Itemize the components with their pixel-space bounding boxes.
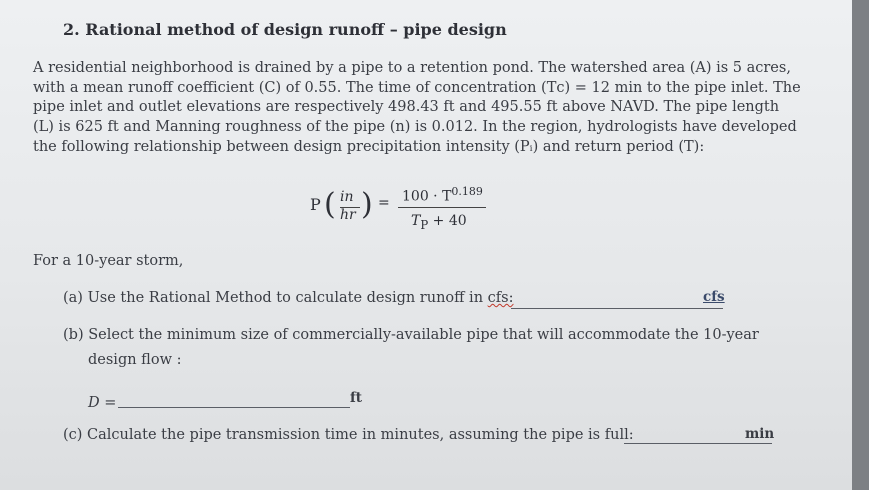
question-a [63, 290, 513, 306]
answer-a-blank[interactable] [511, 308, 723, 309]
formula-equals: = [378, 195, 390, 211]
question-b-line1: (b) Select the minimum size of commercially-available pipe that will accommodate the 10-year [63, 327, 759, 343]
answer-b-blank[interactable] [118, 407, 350, 408]
problem-statement [33, 59, 801, 158]
statement-line: the following relationship between design precipitation intensity (Pᵢ) and return period (T): [33, 138, 705, 155]
formula-fraction-bar [398, 207, 486, 208]
statement-line: (L) is 625 ft and Manning roughness of the pipe (n) is 0.012. In the region, hydrologists have developed [33, 119, 797, 136]
formula-open-paren: ( [324, 187, 336, 222]
question-a-text: (a) Use the Rational Method to calculate design runoff in [63, 290, 488, 306]
formula-denominator [411, 213, 467, 232]
answer-a-unit: cfs [703, 289, 725, 305]
question-c: (c) Calculate the pipe transmission time in minutes, assuming the pipe is full: [63, 427, 634, 443]
answer-b-unit: ft [350, 390, 363, 406]
question-a-tail: cfs: [487, 290, 514, 306]
formula-exponent: 0.189 [451, 185, 483, 198]
problem-heading: 2. Rational method of design runoff – pipe design [63, 20, 507, 39]
formula-close-paren: ) [361, 187, 373, 222]
storm-intro: For a 10-year storm, [33, 253, 184, 269]
answer-b-label: D = [88, 395, 117, 411]
statement-line: with a mean runoff coefficient (C) of 0.55. The time of concentration (Tс) = 12 min to the pipe inlet. The [33, 79, 801, 96]
formula-unit-numerator: in [340, 189, 354, 205]
formula-lhs: P [310, 195, 321, 214]
formula-denominator-sub: P [420, 217, 429, 232]
formula-numerator-base: 100 · T [402, 188, 452, 205]
question-b-line2: design flow : [88, 352, 182, 368]
formula-unit-denominator: hr [340, 207, 356, 223]
formula-numerator [402, 185, 483, 205]
answer-c-unit: min [745, 426, 775, 442]
formula-denominator-var: T [411, 213, 421, 229]
statement-line: pipe inlet and outlet elevations are respectively 498.43 ft and 495.55 ft above NAVD. The pipe length [33, 99, 780, 116]
statement-line: A residential neighborhood is drained by a pipe to a retention pond. The watershed area (A) is 5 acres, [33, 60, 791, 76]
formula-denominator-rest: + 40 [428, 213, 467, 229]
answer-c-blank[interactable] [624, 443, 772, 444]
